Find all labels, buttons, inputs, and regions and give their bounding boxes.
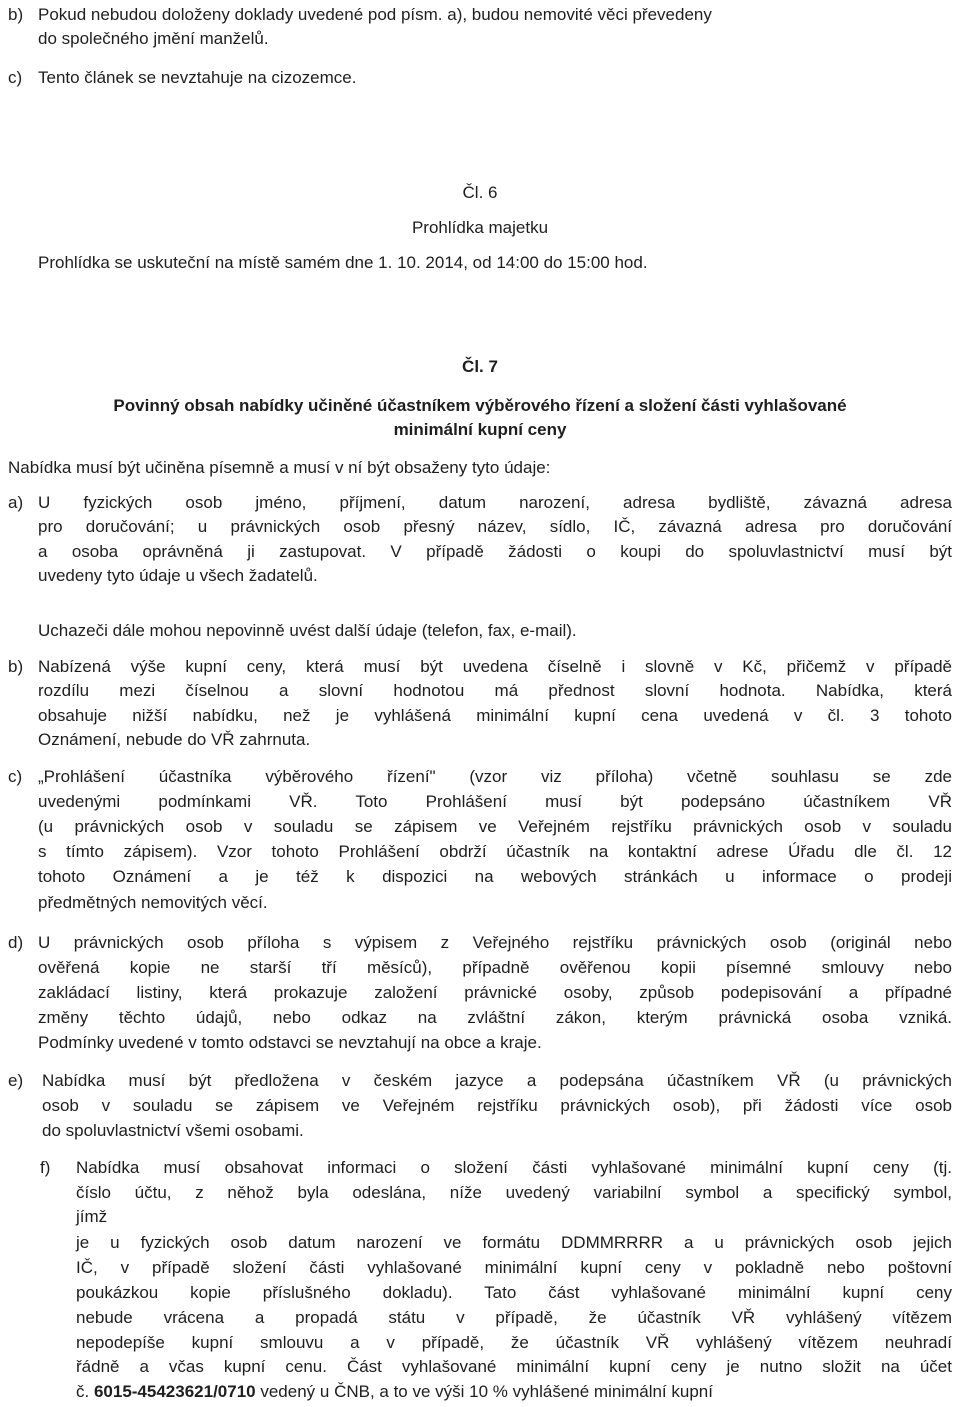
- item-label-c: c): [8, 767, 23, 786]
- text-line: Nabídka musí být předložena v českém jazyce a podepsána účastníkem VŘ (u právnických: [42, 1071, 952, 1090]
- text-line: číslo účtu, z něhož byla odeslána, níže uvedený variabilní symbol a specifický symbol,: [76, 1183, 952, 1202]
- text-line: změny těchto údajů, nebo odkaz na zvláštní zákon, kterým právnická osoba vzniká.: [38, 1008, 952, 1027]
- text-line: rozdílu mezi číselnou a slovní hodnotou má přednost slovní hodnota. Nabídka, která: [38, 681, 952, 700]
- text-line: do spoluvlastnictví všemi osobami.: [42, 1121, 304, 1140]
- text-line: osob v souladu se zápisem ve Veřejném rejstříku právnických osob), při žádosti více osob: [42, 1096, 952, 1115]
- text-line-account: [76, 1381, 952, 1402]
- text-line: pro doručování; u právnických osob přesný název, sídlo, IČ, závazná adresa pro doručování: [38, 517, 952, 536]
- text-line: U fyzických osob jméno, příjmení, datum narození, adresa bydliště, závazná adresa: [38, 493, 952, 512]
- text-line: nepodepíše kupní smlouvu a v případě, že účastník VŘ vyhlášený vítězem neuhradí: [76, 1333, 952, 1352]
- article-7-number: Čl. 7: [462, 357, 498, 376]
- text-line: tohoto Oznámení a je též k dispozici na webových stránkách u informace o prodeji: [38, 867, 952, 886]
- article-7-title-line2: minimální kupní ceny: [393, 420, 567, 439]
- item-label-b: b): [8, 657, 24, 676]
- text-line: Nabízená výše kupní ceny, která musí být uvedena číselně i slovně v Kč, přičemž v případě: [38, 657, 952, 676]
- article-7-intro: Nabídka musí být učiněna písemně a musí v ní být obsaženy tyto údaje:: [8, 458, 551, 477]
- article-7-title-line1: Povinný obsah nabídky učiněné účastníkem výběrového řízení a složení části vyhlašované: [113, 396, 847, 415]
- item-label-c-top: c): [8, 68, 23, 87]
- item-label-d: d): [8, 933, 24, 952]
- article-6-title: Prohlídka majetku: [411, 218, 549, 237]
- account-prefix: č.: [76, 1382, 94, 1401]
- text-line: uvedenými podmínkami VŘ. Toto Prohlášení musí být podepsáno účastníkem VŘ: [38, 792, 952, 811]
- text-line: je u fyzických osob datum narození ve formátu DDMMRRRR a u právnických osob jejich: [76, 1233, 952, 1252]
- item-label-f: f): [40, 1158, 51, 1177]
- text-line: U právnických osob příloha s výpisem z Veřejného rejstříku právnických osob (originál nebo: [38, 933, 952, 952]
- text-line: nebude vrácena a propadá státu v případě, že účastník VŘ vyhlášený vítězem: [76, 1308, 952, 1327]
- text-line: s tímto zápisem). Vzor tohoto Prohlášení obdrží účastník na kontaktní adrese Úřadu dle čl. 12: [38, 842, 952, 861]
- text-line: uvedeny tyto údaje u všech žadatelů.: [38, 566, 318, 585]
- text-line: obsahuje nižší nabídku, než je vyhlášená minimální kupní cena uvedená v čl. 3 tohoto: [38, 706, 952, 725]
- text-line: Pokud nebudou doloženy doklady uvedené pod písm. a), budou nemovité věci převedeny: [38, 5, 712, 24]
- item-label-e: e): [8, 1071, 24, 1090]
- text-line: Podmínky uvedené v tomto odstavci se nevztahují na obce a kraje.: [38, 1033, 542, 1052]
- text-line: a osoba oprávněná ji zastupovat. V případě žádosti o koupi do spoluvlastnictví musí být: [38, 542, 952, 561]
- text-line: (u právnických osob v souladu se zápisem ve Veřejném rejstříku právnických osob v souladu: [38, 817, 952, 836]
- text-line: jímž: [76, 1207, 108, 1226]
- article-6-text: Prohlídka se uskuteční na místě samém dne 1. 10. 2014, od 14:00 do 15:00 hod.: [38, 253, 648, 272]
- article-6-number: Čl. 6: [462, 183, 498, 202]
- text-line: zakládací listiny, která prokazuje založení právnické osoby, způsob podepisování a případné: [38, 983, 952, 1002]
- text-line: Tento článek se nevztahuje na cizozemce.: [38, 68, 357, 87]
- text-line: řádně a včas kupní cenu. Část vyhlašované minimální kupní ceny je nutno složit na účet: [76, 1357, 952, 1376]
- text-line: poukázkou kopie příslušného dokladu). Tato část vyhlašované minimální kupní ceny: [76, 1283, 952, 1302]
- text-line: předmětných nemovitých věcí.: [38, 893, 268, 912]
- text-line: ověřená kopie ne starší tří měsíců), případně ověřenou kopii písemné smlouvy nebo: [38, 958, 952, 977]
- item-label-a: a): [8, 493, 24, 512]
- account-suffix: vedený u ČNB, a to ve výši 10 % vyhlášené minimální kupní: [255, 1382, 713, 1401]
- text-line: do společného jmění manželů.: [38, 29, 269, 48]
- bank-account-number: 6015-45423621/0710: [93, 1382, 256, 1401]
- text-line: Nabídka musí obsahovat informaci o složení části vyhlašované minimální kupní ceny (tj.: [76, 1158, 952, 1177]
- text-line: IČ, v případě složení části vyhlašované minimální kupní ceny v pokladně nebo poštovní: [76, 1258, 952, 1277]
- item-label-b-top: b): [8, 5, 24, 24]
- text-line: Uchazeči dále mohou nepovinně uvést další údaje (telefon, fax, e-mail).: [38, 621, 577, 640]
- text-line: Oznámení, nebude do VŘ zahrnuta.: [38, 730, 311, 749]
- text-line: „Prohlášení účastníka výběrového řízení" (vzor viz příloha) včetně souhlasu se zde: [38, 767, 952, 786]
